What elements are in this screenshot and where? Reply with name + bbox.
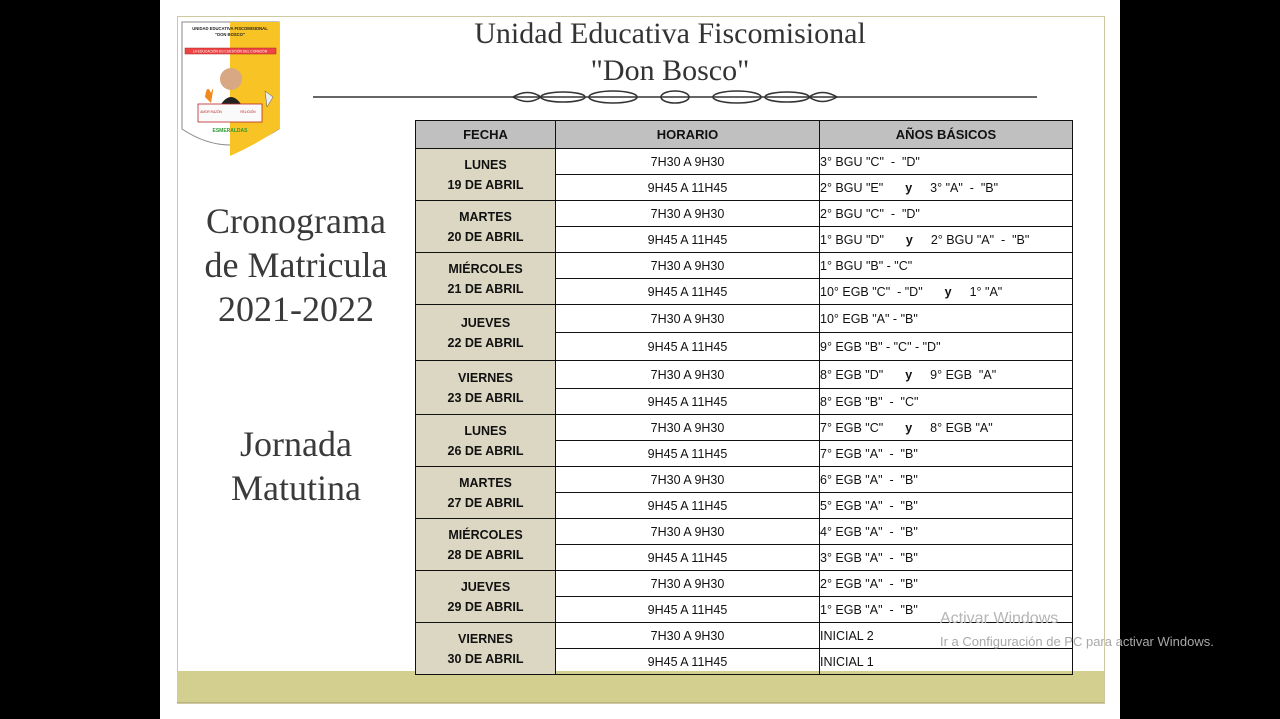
date-cell	[416, 149, 556, 201]
cronograma-line-1: Cronograma	[206, 201, 386, 241]
day-date: 30 DE ABRIL	[447, 651, 524, 666]
ornament-divider	[313, 86, 1037, 108]
schedule-time: 7H30 A 9H30	[556, 467, 820, 493]
table-row	[416, 149, 1073, 175]
schedule-time: 7H30 A 9H30	[556, 361, 820, 389]
day-date: 29 DE ABRIL	[447, 599, 524, 614]
schedule-time: 9H45 A 11H45	[556, 597, 820, 623]
school-name: Unidad Educativa Fiscomisional	[474, 17, 866, 50]
jornada-line-1: Jornada	[240, 424, 352, 464]
date-cell	[416, 519, 556, 571]
grades-part: 2° BGU "E"	[820, 180, 884, 195]
cronograma-line-3: 2021-2022	[218, 289, 374, 329]
date-cell	[416, 361, 556, 415]
schedule-time: 9H45 A 11H45	[556, 227, 820, 253]
grades-cell: 2° EGB "A" - "B"	[820, 571, 1073, 597]
schedule-time: 7H30 A 9H30	[556, 253, 820, 279]
grades-cell	[820, 227, 1073, 253]
table-row	[416, 415, 1073, 441]
date-cell	[416, 571, 556, 623]
day-name: MARTES	[459, 209, 512, 224]
jornada-line-2: Matutina	[231, 468, 361, 508]
day-date: 19 DE ABRIL	[447, 177, 524, 192]
schedule-time: 7H30 A 9H30	[556, 201, 820, 227]
grades-part: 3° "A" - "B"	[930, 180, 999, 195]
day-name: MIÉRCOLES	[448, 261, 523, 276]
col-header-horario: HORARIO	[556, 121, 820, 149]
grades-part: 1° "A"	[969, 284, 1003, 299]
cronograma-heading	[190, 199, 402, 331]
grades-joiner: y	[905, 180, 913, 195]
grades-part: 2° BGU "A" - "B"	[930, 232, 1030, 247]
grades-cell: INICIAL 2	[820, 623, 1073, 649]
grades-cell: 4° EGB "A" - "B"	[820, 519, 1073, 545]
grades-part: INICIAL 1	[820, 654, 874, 669]
day-name: VIERNES	[458, 631, 513, 646]
grades-cell: 1° BGU "B" - "C"	[820, 253, 1073, 279]
table-row	[416, 571, 1073, 597]
jornada-heading	[190, 422, 402, 510]
schedule-time: 9H45 A 11H45	[556, 441, 820, 467]
schedule-time: 7H30 A 9H30	[556, 623, 820, 649]
date-cell	[416, 623, 556, 675]
grades-part: 1° EGB "A" - "B"	[820, 602, 918, 617]
schedule-time: 9H45 A 11H45	[556, 175, 820, 201]
grades-cell	[820, 389, 1073, 415]
day-date: 27 DE ABRIL	[447, 495, 524, 510]
schedule-time: 7H30 A 9H30	[556, 519, 820, 545]
day-date: 20 DE ABRIL	[447, 229, 524, 244]
schedule-table	[415, 120, 1073, 675]
grades-joiner: y	[905, 420, 913, 435]
table-row	[416, 253, 1073, 279]
svg-text:ESMERALDAS: ESMERALDAS	[212, 128, 248, 134]
date-cell	[416, 467, 556, 519]
day-name: MIÉRCOLES	[448, 527, 523, 542]
grades-part: 5° EGB "A" - "B"	[820, 498, 918, 513]
day-name: MARTES	[459, 475, 512, 490]
grades-part: 9° EGB "A"	[930, 367, 997, 382]
date-cell	[416, 201, 556, 253]
svg-text:AMOR RAZÓN: AMOR RAZÓN	[200, 110, 222, 114]
day-date: 21 DE ABRIL	[447, 281, 524, 296]
cronograma-line-2: de Matricula	[204, 245, 388, 285]
day-name: JUEVES	[460, 315, 511, 330]
svg-text:LA EDUCACIÓN ES CUESTIÓN DEL C: LA EDUCACIÓN ES CUESTIÓN DEL CORAZÓN	[192, 49, 268, 54]
day-date: 22 DE ABRIL	[447, 335, 524, 350]
date-cell	[416, 305, 556, 361]
day-date: 26 DE ABRIL	[447, 443, 524, 458]
activation-watermark-text: Ir a Configuración de PC para activar Windows.	[940, 634, 1214, 649]
grades-part: 8° EGB "A"	[930, 420, 993, 435]
day-date: 23 DE ABRIL	[447, 390, 524, 405]
day-name: LUNES	[464, 423, 507, 438]
date-cell	[416, 253, 556, 305]
schedule-time: 9H45 A 11H45	[556, 279, 820, 305]
grades-joiner: y	[905, 232, 913, 247]
table-row	[416, 305, 1073, 333]
grades-part: 9° EGB "B" - "C" - "D"	[820, 339, 941, 354]
table-row	[416, 361, 1073, 389]
activation-watermark-title: Activar Windows	[940, 610, 1059, 627]
grades-cell	[820, 441, 1073, 467]
grades-part: 7° EGB "A" - "B"	[820, 446, 918, 461]
grades-part: 8° EGB "D"	[820, 367, 884, 382]
svg-text:"DON BOSCO": "DON BOSCO"	[215, 32, 245, 37]
grades-part: 8° EGB "B" - "C"	[820, 394, 919, 409]
svg-text:UNIDAD EDUCATIVA FISCOMISIONAL: UNIDAD EDUCATIVA FISCOMISIONAL	[192, 26, 268, 31]
schedule-time: 9H45 A 11H45	[556, 333, 820, 361]
col-header-anios: AÑOS BÁSICOS	[820, 121, 1073, 149]
grades-part: 3° EGB "A" - "B"	[820, 550, 918, 565]
grades-cell	[820, 545, 1073, 571]
col-header-fecha: FECHA	[416, 121, 556, 149]
day-name: LUNES	[464, 157, 507, 172]
table-row	[416, 201, 1073, 227]
grades-joiner: y	[944, 284, 952, 299]
grades-cell	[820, 415, 1073, 441]
grades-cell: 10° EGB "A" - "B"	[820, 305, 1073, 333]
school-logo	[181, 21, 280, 157]
table-row	[416, 519, 1073, 545]
schedule-time: 9H45 A 11H45	[556, 649, 820, 675]
grades-part: 1° BGU "D"	[820, 232, 884, 247]
schedule-time: 9H45 A 11H45	[556, 545, 820, 571]
grades-cell	[820, 333, 1073, 361]
school-name-quoted: "Don Bosco"	[590, 54, 750, 87]
grades-cell: 3° BGU "C" - "D"	[820, 149, 1073, 175]
grades-part: 7° EGB "C"	[820, 420, 884, 435]
footer-band	[177, 671, 1104, 702]
schedule-time: 7H30 A 9H30	[556, 305, 820, 333]
grades-cell	[820, 175, 1073, 201]
day-name: VIERNES	[458, 370, 513, 385]
day-date: 28 DE ABRIL	[447, 547, 524, 562]
grades-cell: 2° BGU "C" - "D"	[820, 201, 1073, 227]
grades-cell: 6° EGB "A" - "B"	[820, 467, 1073, 493]
grades-cell	[820, 649, 1073, 675]
schedule-time: 9H45 A 11H45	[556, 389, 820, 415]
grades-cell	[820, 279, 1073, 305]
grades-cell	[820, 493, 1073, 519]
schedule-time: 7H30 A 9H30	[556, 571, 820, 597]
grades-cell	[820, 361, 1073, 389]
grades-joiner: y	[905, 367, 913, 382]
schedule-time: 7H30 A 9H30	[556, 415, 820, 441]
day-name: JUEVES	[460, 579, 511, 594]
date-cell	[416, 415, 556, 467]
svg-text:RELIGIÓN: RELIGIÓN	[240, 110, 256, 114]
table-header-row	[416, 121, 1073, 149]
footer-line	[177, 702, 1104, 703]
schedule-time: 7H30 A 9H30	[556, 149, 820, 175]
schedule-time: 9H45 A 11H45	[556, 493, 820, 519]
table-row	[416, 467, 1073, 493]
grades-part: 10° EGB "C" - "D"	[820, 284, 923, 299]
